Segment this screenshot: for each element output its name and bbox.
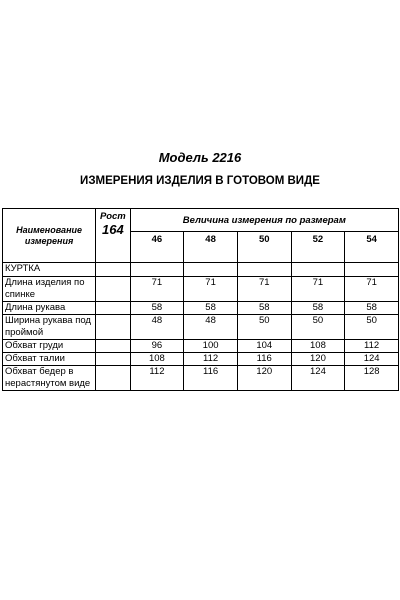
table-cell: 48 <box>130 315 184 340</box>
document-title: ИЗМЕРЕНИЯ ИЗДЕЛИЯ В ГОТОВОМ ВИДЕ <box>80 175 320 187</box>
size-header: 50 <box>237 232 291 263</box>
size-header: 52 <box>291 232 345 263</box>
table-cell: 58 <box>130 302 184 315</box>
table-cell: 50 <box>291 315 345 340</box>
table-cell: 116 <box>237 353 291 366</box>
table-cell: 116 <box>184 366 238 391</box>
table-cell <box>96 302 130 315</box>
table-cell: 120 <box>291 353 345 366</box>
table-cell <box>291 263 345 277</box>
height-column-header <box>96 209 130 263</box>
table-header-row <box>3 209 399 232</box>
height-label: Рост <box>99 211 126 222</box>
table-row <box>3 366 399 391</box>
size-header: 46 <box>130 232 184 263</box>
row-label: Обхват талии <box>3 353 96 366</box>
table-cell: 112 <box>184 353 238 366</box>
table-cell: 50 <box>237 315 291 340</box>
table-cell: 71 <box>184 277 238 302</box>
name-column-header: Наименование измерения <box>3 209 96 263</box>
table-cell: 58 <box>345 302 399 315</box>
table-cell: 120 <box>237 366 291 391</box>
table-cell: 124 <box>345 353 399 366</box>
table-cell: 58 <box>184 302 238 315</box>
table-row <box>3 277 399 302</box>
table-cell: 50 <box>345 315 399 340</box>
table-cell: 96 <box>130 340 184 353</box>
table-row <box>3 315 399 340</box>
table-cell: 112 <box>345 340 399 353</box>
table-cell: 112 <box>130 366 184 391</box>
table-cell <box>345 263 399 277</box>
row-label: Ширина рукава под проймой <box>3 315 96 340</box>
table-cell: 124 <box>291 366 345 391</box>
table-cell <box>96 340 130 353</box>
table-cell <box>96 263 130 277</box>
size-header: 48 <box>184 232 238 263</box>
row-label: Длина изделия по спинке <box>3 277 96 302</box>
table-cell <box>96 353 130 366</box>
sizes-group-header: Величина измерения по размерам <box>130 209 398 232</box>
section-row <box>3 263 399 277</box>
section-label: КУРТКА <box>3 263 96 277</box>
table-cell <box>96 277 130 302</box>
table-row <box>3 302 399 315</box>
table-cell <box>96 366 130 391</box>
table-cell: 128 <box>345 366 399 391</box>
measurement-table <box>2 208 399 391</box>
table-cell: 48 <box>184 315 238 340</box>
table-cell: 58 <box>291 302 345 315</box>
table-cell: 71 <box>345 277 399 302</box>
table-cell <box>96 315 130 340</box>
table-cell: 71 <box>237 277 291 302</box>
table-row <box>3 340 399 353</box>
table-cell <box>130 263 184 277</box>
table-cell: 71 <box>130 277 184 302</box>
row-label: Обхват бедер в нерастянутом виде <box>3 366 96 391</box>
table-cell: 58 <box>237 302 291 315</box>
height-value: 164 <box>102 222 124 237</box>
table-cell: 71 <box>291 277 345 302</box>
table-cell: 108 <box>130 353 184 366</box>
table-cell: 108 <box>291 340 345 353</box>
table-row <box>3 353 399 366</box>
table-cell <box>237 263 291 277</box>
row-label: Длина рукава <box>3 302 96 315</box>
size-header: 54 <box>345 232 399 263</box>
row-label: Обхват груди <box>3 340 96 353</box>
model-title: Модель 2216 <box>158 150 242 165</box>
table-cell: 100 <box>184 340 238 353</box>
table-cell <box>184 263 238 277</box>
table-cell: 104 <box>237 340 291 353</box>
